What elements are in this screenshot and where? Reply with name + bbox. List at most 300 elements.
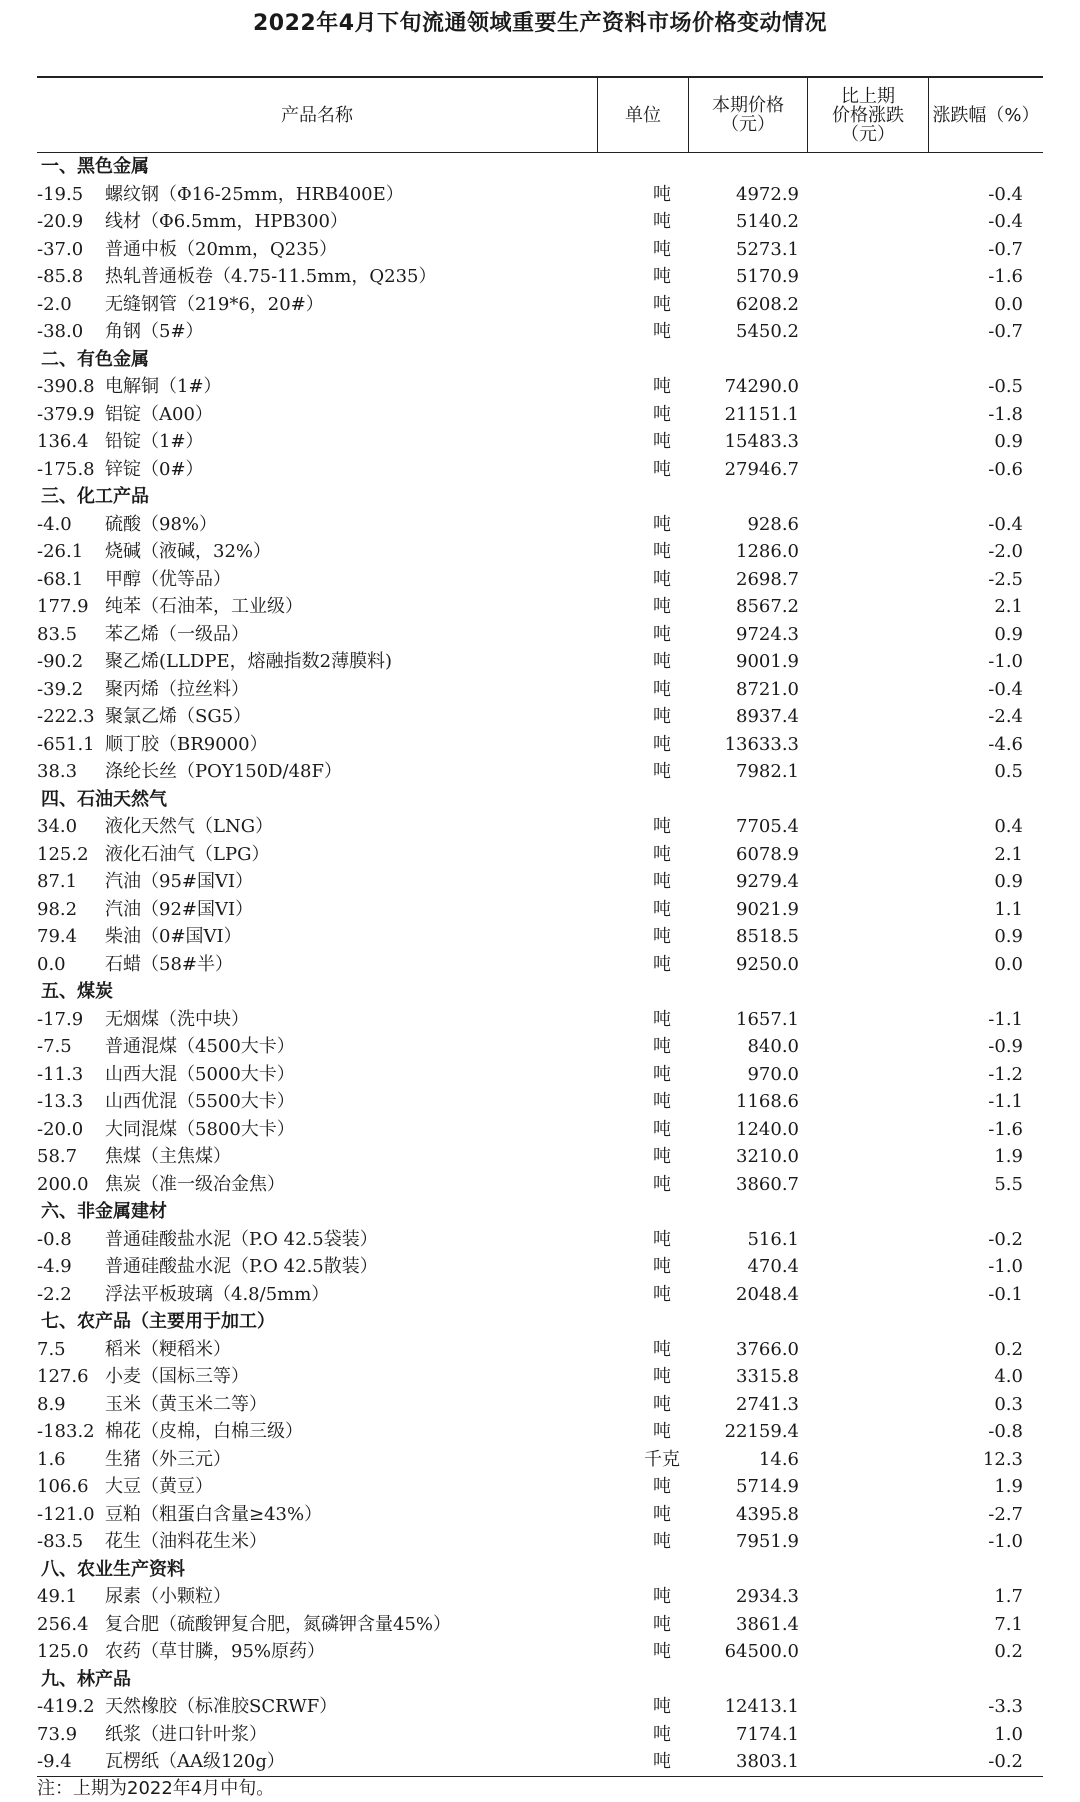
price-cell: 1168.6 — [736, 1091, 799, 1112]
unit-cell: 吨 — [653, 376, 671, 397]
header-unit: 单位 — [625, 104, 661, 126]
change-cell: -4.9 — [37, 1256, 72, 1277]
unit-cell: 吨 — [653, 761, 671, 782]
price-cell: 5714.9 — [736, 1476, 799, 1497]
change-cell: -83.5 — [37, 1531, 84, 1552]
table-row — [37, 1528, 1043, 1556]
product-name: 硫酸（98%） — [105, 513, 218, 535]
unit-cell: 吨 — [653, 1641, 671, 1662]
pct-cell: -2.7 — [988, 1503, 1023, 1525]
pct-cell: -0.8 — [988, 1421, 1023, 1442]
table-row — [37, 1088, 1043, 1116]
product-name: 大同混煤（5800大卡） — [105, 1118, 295, 1140]
unit-cell: 吨 — [653, 1283, 671, 1305]
change-cell: -68.1 — [37, 568, 84, 590]
price-cell: 13633.3 — [724, 733, 799, 755]
change-cell: -175.8 — [37, 458, 95, 480]
change-cell: -222.3 — [37, 706, 95, 727]
change-cell: -7.5 — [37, 1036, 72, 1057]
product-name: 复合肥（硫酸钾复合肥，氮磷钾含量45%） — [105, 1613, 452, 1635]
price-cell: 7705.4 — [736, 816, 799, 837]
change-cell: -17.9 — [37, 1008, 84, 1030]
pct-cell: 1.0 — [994, 1723, 1023, 1745]
table-row — [37, 593, 1043, 621]
table-row — [37, 1638, 1043, 1666]
product-name: 山西大混（5000大卡） — [105, 1063, 295, 1085]
category-name: 四、石油天然气 — [41, 788, 167, 810]
unit-cell: 吨 — [653, 1503, 671, 1525]
unit-cell: 吨 — [653, 458, 671, 480]
pct-cell: 12.3 — [982, 1448, 1023, 1470]
category-row — [37, 978, 1043, 1006]
change-cell: 125.2 — [37, 843, 89, 865]
price-cell: 2934.3 — [736, 1586, 799, 1607]
pct-cell: 1.9 — [994, 1476, 1023, 1497]
unit-cell: 吨 — [653, 568, 671, 590]
pct-cell: -1.0 — [988, 651, 1023, 672]
unit-cell: 吨 — [653, 706, 671, 727]
category-name: 六、非金属建材 — [41, 1201, 167, 1222]
price-cell: 3766.0 — [736, 1338, 799, 1360]
product-name: 普通中板（20mm，Q235） — [105, 238, 338, 260]
unit-cell: 吨 — [653, 1063, 671, 1085]
price-cell: 64500.0 — [724, 1641, 799, 1662]
product-name: 苯乙烯（一级品） — [105, 623, 249, 645]
price-cell: 5450.2 — [736, 321, 799, 342]
price-cell: 6078.9 — [736, 843, 799, 865]
change-cell: 73.9 — [37, 1723, 78, 1745]
product-name: 石蜡（58#半） — [105, 953, 233, 975]
product-name: 聚丙烯（拉丝料） — [105, 678, 249, 700]
unit-cell: 吨 — [653, 651, 671, 672]
table-body — [37, 153, 1043, 1776]
unit-cell: 吨 — [653, 1531, 671, 1552]
pct-cell: -0.9 — [988, 1036, 1023, 1057]
product-name: 聚氯乙烯（SG5） — [105, 706, 252, 727]
change-cell: 177.9 — [37, 596, 89, 617]
pct-cell: -1.1 — [988, 1008, 1023, 1030]
pct-cell: -2.0 — [988, 541, 1023, 562]
change-cell: 49.1 — [37, 1586, 78, 1607]
price-cell: 9279.4 — [736, 871, 799, 892]
product-name: 甲醇（优等品） — [105, 568, 231, 590]
table-row — [37, 1143, 1043, 1171]
page-title: 2022年4月下旬流通领域重要生产资料市场价格变动情况 — [252, 11, 828, 36]
change-cell: -390.8 — [37, 376, 95, 397]
price-cell: 6208.2 — [736, 293, 799, 315]
product-name: 纸浆（进口针叶浆） — [105, 1723, 267, 1745]
pct-cell: -3.3 — [988, 1696, 1023, 1717]
unit-cell: 吨 — [653, 678, 671, 700]
table-row — [37, 1748, 1043, 1776]
pct-cell: -0.6 — [988, 458, 1023, 480]
change-cell: -121.0 — [37, 1503, 95, 1525]
table-row — [37, 511, 1043, 539]
price-cell: 9021.9 — [736, 898, 799, 920]
table-row — [37, 731, 1043, 759]
product-name: 聚乙烯(LLDPE，熔融指数2薄膜料) — [105, 651, 393, 672]
change-cell: 8.9 — [37, 1393, 66, 1415]
table-row — [37, 1611, 1043, 1639]
change-cell: 34.0 — [37, 816, 78, 837]
category-name: 一、黑色金属 — [41, 156, 149, 177]
unit-cell: 吨 — [653, 513, 671, 535]
pct-cell: 0.2 — [994, 1338, 1023, 1360]
price-cell: 7982.1 — [736, 761, 799, 782]
price-cell: 3315.8 — [736, 1366, 799, 1387]
unit-cell: 吨 — [653, 1008, 671, 1030]
category-name: 三、化工产品 — [41, 486, 149, 507]
change-cell: -9.4 — [37, 1751, 72, 1772]
unit-cell: 吨 — [653, 1036, 671, 1057]
price-cell: 9724.3 — [736, 623, 799, 645]
unit-cell: 吨 — [653, 733, 671, 755]
table-row — [37, 1226, 1043, 1254]
price-cell: 970.0 — [747, 1063, 799, 1085]
change-cell: 79.4 — [37, 926, 78, 947]
pct-cell: 0.9 — [994, 623, 1023, 645]
product-name: 大豆（黄豆） — [105, 1476, 213, 1497]
category-row — [37, 153, 1043, 181]
pct-cell: 2.1 — [994, 596, 1023, 617]
unit-cell: 吨 — [653, 1256, 671, 1277]
table-row — [37, 621, 1043, 649]
header-product-name: 产品名称 — [281, 104, 353, 126]
product-name: 棉花（皮棉，白棉三级） — [105, 1421, 303, 1442]
price-cell: 27946.7 — [724, 458, 799, 480]
product-name: 铝锭（A00） — [105, 403, 213, 425]
price-table — [37, 76, 1043, 1777]
change-cell: 87.1 — [37, 871, 78, 892]
category-row — [37, 786, 1043, 814]
table-row — [37, 456, 1043, 484]
product-name: 柴油（0#国VI） — [105, 926, 242, 947]
price-cell: 9001.9 — [736, 651, 799, 672]
table-row — [37, 566, 1043, 594]
unit-cell: 千克 — [644, 1448, 680, 1470]
price-cell: 1286.0 — [736, 541, 799, 562]
product-name: 花生（油料花生米） — [105, 1531, 267, 1552]
price-cell: 4395.8 — [736, 1503, 799, 1525]
product-name: 线材（Φ6.5mm，HPB300） — [105, 211, 348, 232]
price-cell: 15483.3 — [724, 431, 799, 452]
category-row — [37, 1308, 1043, 1336]
price-cell: 516.1 — [747, 1228, 799, 1250]
category-name: 二、有色金属 — [41, 348, 149, 370]
product-name: 稻米（粳稻米） — [105, 1338, 231, 1360]
unit-cell: 吨 — [653, 898, 671, 920]
price-cell: 4972.9 — [736, 183, 799, 205]
pct-cell: -0.2 — [988, 1751, 1023, 1772]
table-row — [37, 263, 1043, 291]
product-name: 液化天然气（LNG） — [105, 816, 274, 837]
unit-cell: 吨 — [653, 926, 671, 947]
table-row — [37, 1171, 1043, 1199]
table-row — [37, 1363, 1043, 1391]
pct-cell: -1.2 — [988, 1063, 1023, 1085]
unit-cell: 吨 — [653, 1173, 671, 1195]
product-name: 热轧普通板卷（4.75-11.5mm，Q235） — [105, 266, 437, 287]
pct-cell: 0.9 — [994, 926, 1023, 947]
table-row — [37, 1336, 1043, 1364]
unit-cell: 吨 — [653, 871, 671, 892]
category-row — [37, 346, 1043, 374]
product-name: 焦炭（准一级冶金焦） — [105, 1173, 285, 1195]
change-cell: -19.5 — [37, 183, 84, 205]
unit-cell: 吨 — [653, 1421, 671, 1442]
unit-cell: 吨 — [653, 403, 671, 425]
change-cell: 125.0 — [37, 1641, 89, 1662]
change-cell: -11.3 — [37, 1063, 84, 1085]
unit-cell: 吨 — [653, 1366, 671, 1387]
price-cell: 8567.2 — [736, 596, 799, 617]
unit-cell: 吨 — [653, 293, 671, 315]
product-name: 农药（草甘膦，95%原药） — [105, 1641, 326, 1662]
change-cell: 83.5 — [37, 623, 78, 645]
unit-cell: 吨 — [653, 321, 671, 342]
change-cell: 256.4 — [37, 1613, 89, 1635]
price-cell: 5273.1 — [736, 238, 799, 260]
table-row — [37, 1061, 1043, 1089]
pct-cell: 0.3 — [994, 1393, 1023, 1415]
unit-cell: 吨 — [653, 183, 671, 205]
table-row — [37, 181, 1043, 209]
table-row — [37, 1473, 1043, 1501]
change-cell: -4.0 — [37, 513, 72, 535]
change-cell: -651.1 — [37, 733, 95, 755]
table-row — [37, 1391, 1043, 1419]
pct-cell: 2.1 — [994, 843, 1023, 865]
unit-cell: 吨 — [653, 1118, 671, 1140]
unit-cell: 吨 — [653, 211, 671, 232]
unit-cell: 吨 — [653, 816, 671, 837]
change-cell: 38.3 — [37, 761, 78, 782]
product-name: 铅锭（1#） — [105, 431, 204, 452]
price-cell: 8937.4 — [736, 706, 799, 727]
product-name: 角钢（5#） — [105, 321, 204, 342]
unit-cell: 吨 — [653, 266, 671, 287]
product-name: 无缝钢管（219*6，20#） — [105, 293, 324, 315]
table-row — [37, 1418, 1043, 1446]
pct-cell: -0.2 — [988, 1228, 1023, 1250]
change-cell: -419.2 — [37, 1696, 95, 1717]
price-cell: 21151.1 — [724, 403, 799, 425]
unit-cell: 吨 — [653, 1751, 671, 1772]
unit-cell: 吨 — [653, 1613, 671, 1635]
pct-cell: -0.4 — [988, 513, 1023, 535]
price-cell: 14.6 — [758, 1448, 799, 1470]
table-row — [37, 291, 1043, 319]
change-cell: 58.7 — [37, 1146, 78, 1167]
product-name: 锌锭（0#） — [105, 458, 204, 480]
product-name: 电解铜（1#） — [105, 376, 222, 397]
pct-cell: -0.4 — [988, 211, 1023, 232]
unit-cell: 吨 — [653, 1146, 671, 1167]
category-row — [37, 1556, 1043, 1584]
change-cell: -85.8 — [37, 266, 84, 287]
price-cell: 7174.1 — [736, 1723, 799, 1745]
product-name: 汽油（92#国VI） — [105, 898, 254, 920]
price-cell: 3861.4 — [736, 1613, 799, 1635]
pct-cell: -0.7 — [988, 321, 1023, 342]
table-row — [37, 813, 1043, 841]
change-cell: 136.4 — [37, 431, 89, 452]
unit-cell: 吨 — [653, 843, 671, 865]
category-row — [37, 483, 1043, 511]
change-cell: -183.2 — [37, 1421, 95, 1442]
price-cell: 5170.9 — [736, 266, 799, 287]
price-cell: 8518.5 — [736, 926, 799, 947]
change-cell: 0.0 — [37, 953, 66, 975]
unit-cell: 吨 — [653, 623, 671, 645]
product-name: 顺丁胶（BR9000） — [105, 733, 268, 755]
pct-cell: 0.2 — [994, 1641, 1023, 1662]
price-cell: 5140.2 — [736, 211, 799, 232]
pct-cell: 1.7 — [994, 1586, 1023, 1607]
pct-cell: -1.8 — [988, 403, 1023, 425]
change-cell: 98.2 — [37, 898, 78, 920]
product-name: 尿素（小颗粒） — [105, 1586, 231, 1607]
unit-cell: 吨 — [653, 1696, 671, 1717]
pct-cell: -0.4 — [988, 678, 1023, 700]
pct-cell: -0.1 — [988, 1283, 1023, 1305]
table-row — [37, 1583, 1043, 1611]
pct-cell: 0.0 — [994, 293, 1023, 315]
unit-cell: 吨 — [653, 541, 671, 562]
product-name: 山西优混（5500大卡） — [105, 1091, 295, 1112]
table-row — [37, 648, 1043, 676]
pct-cell: 0.5 — [994, 761, 1023, 782]
change-cell: -26.1 — [37, 541, 84, 562]
category-name: 七、农产品（主要用于加工） — [41, 1311, 275, 1332]
pct-cell: -2.5 — [988, 568, 1023, 590]
product-name: 螺纹钢（Φ16-25mm，HRB400E） — [105, 183, 404, 205]
change-cell: 7.5 — [37, 1338, 66, 1360]
price-cell: 8721.0 — [736, 678, 799, 700]
table-row — [37, 1281, 1043, 1309]
header-pct: 涨跌幅（%） — [932, 104, 1040, 126]
price-cell: 840.0 — [747, 1036, 799, 1057]
table-row — [37, 868, 1043, 896]
price-cell: 7951.9 — [736, 1531, 799, 1552]
product-name: 涤纶长丝（POY150D/48F） — [105, 761, 342, 782]
footnote: 注：上期为2022年4月中旬。 — [37, 1778, 275, 1799]
unit-cell: 吨 — [653, 1586, 671, 1607]
category-row — [37, 1198, 1043, 1226]
product-name: 纯苯（石油苯，工业级） — [105, 596, 303, 617]
unit-cell: 吨 — [653, 596, 671, 617]
product-name: 玉米（黄玉米二等） — [105, 1393, 267, 1415]
unit-cell: 吨 — [653, 431, 671, 452]
table-row — [37, 1033, 1043, 1061]
table-row — [37, 758, 1043, 786]
price-cell: 9250.0 — [736, 953, 799, 975]
pct-cell: -1.6 — [988, 266, 1023, 287]
pct-cell: -1.6 — [988, 1118, 1023, 1140]
pct-cell: -1.0 — [988, 1256, 1023, 1277]
change-cell: 127.6 — [37, 1366, 89, 1387]
pct-cell: 0.4 — [994, 816, 1023, 837]
pct-cell: 5.5 — [994, 1173, 1023, 1195]
price-cell: 2741.3 — [736, 1393, 799, 1415]
price-cell: 3210.0 — [736, 1146, 799, 1167]
table-row — [37, 676, 1043, 704]
table-row — [37, 896, 1043, 924]
product-name: 液化石油气（LPG） — [105, 843, 270, 865]
change-cell: -38.0 — [37, 321, 84, 342]
category-row — [37, 1666, 1043, 1694]
pct-cell: 7.1 — [994, 1613, 1023, 1635]
change-cell: -2.2 — [37, 1283, 72, 1305]
table-row — [37, 923, 1043, 951]
unit-cell: 吨 — [653, 1476, 671, 1497]
price-cell: 2048.4 — [736, 1283, 799, 1305]
change-cell: -379.9 — [37, 403, 95, 425]
product-name: 生猪（外三元） — [105, 1448, 231, 1470]
product-name: 天然橡胶（标准胶SCRWF） — [105, 1696, 338, 1717]
table-header — [37, 76, 1043, 153]
pct-cell: -4.6 — [988, 733, 1023, 755]
product-name: 小麦（国标三等） — [105, 1366, 249, 1387]
category-name: 八、农业生产资料 — [41, 1558, 185, 1580]
unit-cell: 吨 — [653, 1393, 671, 1415]
unit-cell: 吨 — [653, 1228, 671, 1250]
change-cell: -2.0 — [37, 293, 72, 315]
table-row — [37, 1116, 1043, 1144]
change-cell: -90.2 — [37, 651, 84, 672]
price-cell: 12413.1 — [724, 1696, 799, 1717]
table-row — [37, 1253, 1043, 1281]
product-name: 豆粕（粗蛋白含量≥43%） — [105, 1503, 323, 1525]
header-price: 本期价格 （元） — [712, 95, 784, 135]
price-cell: 22159.4 — [724, 1421, 799, 1442]
product-name: 瓦楞纸（AA级120g） — [105, 1751, 285, 1772]
pct-cell: 0.0 — [994, 953, 1023, 975]
table-row — [37, 401, 1043, 429]
table-row — [37, 236, 1043, 264]
pct-cell: 1.9 — [994, 1146, 1023, 1167]
price-cell: 2698.7 — [736, 568, 799, 590]
pct-cell: -0.4 — [988, 183, 1023, 205]
product-name: 烧碱（液碱，32%） — [105, 541, 272, 562]
pct-cell: 4.0 — [994, 1366, 1023, 1387]
pct-cell: 1.1 — [994, 898, 1023, 920]
product-name: 普通硅酸盐水泥（P.O 42.5袋装） — [105, 1228, 378, 1250]
price-cell: 470.4 — [747, 1256, 799, 1277]
pct-cell: 0.9 — [994, 431, 1023, 452]
product-name: 浮法平板玻璃（4.8/5mm） — [105, 1283, 330, 1305]
change-cell: -13.3 — [37, 1091, 84, 1112]
change-cell: -20.9 — [37, 211, 84, 232]
pct-cell: -2.4 — [988, 706, 1023, 727]
change-cell: -20.0 — [37, 1118, 84, 1140]
unit-cell: 吨 — [653, 238, 671, 260]
pct-cell: -1.1 — [988, 1091, 1023, 1112]
product-name: 汽油（95#国VI） — [105, 871, 254, 892]
table-row — [37, 538, 1043, 566]
table-row — [37, 318, 1043, 346]
price-cell: 74290.0 — [724, 376, 799, 397]
product-name: 焦煤（主焦煤） — [105, 1146, 231, 1167]
table-row — [37, 428, 1043, 456]
header-change: 比上期 价格涨跌 （元） — [832, 85, 904, 145]
change-cell: -39.2 — [37, 678, 84, 700]
pct-cell: -0.7 — [988, 238, 1023, 260]
table-row — [37, 208, 1043, 236]
unit-cell: 吨 — [653, 953, 671, 975]
unit-cell: 吨 — [653, 1338, 671, 1360]
price-cell: 1240.0 — [736, 1118, 799, 1140]
